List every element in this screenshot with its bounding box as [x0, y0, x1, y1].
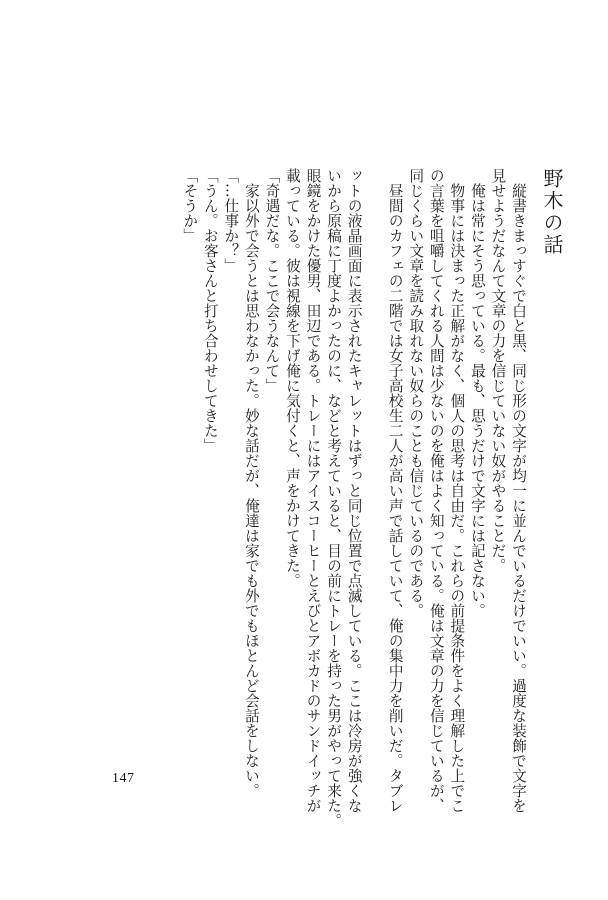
dialogue-line: 「奇遇だな。ここで会うなんて」: [263, 168, 281, 393]
text-line: 載っている。彼は視線を下げ俺に気付くと、声をかけてきた。: [283, 168, 301, 588]
vertical-text-block: [179, 168, 568, 828]
text-line: 同じくらい文章を読み取れない奴らのことも信じているのである。: [407, 168, 425, 618]
text-line: 俺は常にそう思っている。最も、思うだけで文字には記さない。: [468, 182, 486, 618]
dialogue-line: 「うん。お客さんと打ち合わせしてきた」: [201, 168, 219, 453]
dialogue-line: 「…仕事か？」: [222, 168, 240, 273]
text-line: 眼鏡をかけた優男、田辺である。トレーにはアイスコーヒーとえびとアボカドのサンドイッチが: [304, 168, 322, 813]
page-number: 147: [112, 771, 135, 786]
text-line: 昼間のカフェの二階では女子高校生二人が高い声で話していて、俺の集中力を削いだ。タブレ: [386, 182, 404, 813]
text-line: 家以外で会うとは思わなかった。妙な話だが、俺達は家でも外でもほとんど会話をしない。: [242, 182, 260, 798]
text-line: 物事には決まった正解がなく、個人の思考は自由だ。これらの前提条件をよく理解した上でこ: [448, 182, 466, 813]
text-line: 見せようだなんて文章の力を信じていない奴がやることだ。: [489, 168, 507, 573]
dialogue-line: 「そうか」: [181, 168, 199, 243]
text-line: 縦書きまっすぐで白と黒、同じ形の文字が均一に並んでいるだけでいい。過度な装飾で文字を: [510, 182, 527, 813]
chapter-title: 野木の話: [540, 168, 564, 256]
text-line: の言葉を咀嚼してくれる人間は少ないのを俺はよく知っている。俺は文章の力を信じているが、: [427, 168, 445, 813]
text-line: ットの液晶画面に表示されたキャレットはずっと同じ位置で点滅している。ここは冷房が強くな: [345, 168, 363, 813]
text-line: いから原稿に丁度よかったのに、などと考えていると、目の前にトレーを持った男がやって来た。: [325, 168, 343, 828]
